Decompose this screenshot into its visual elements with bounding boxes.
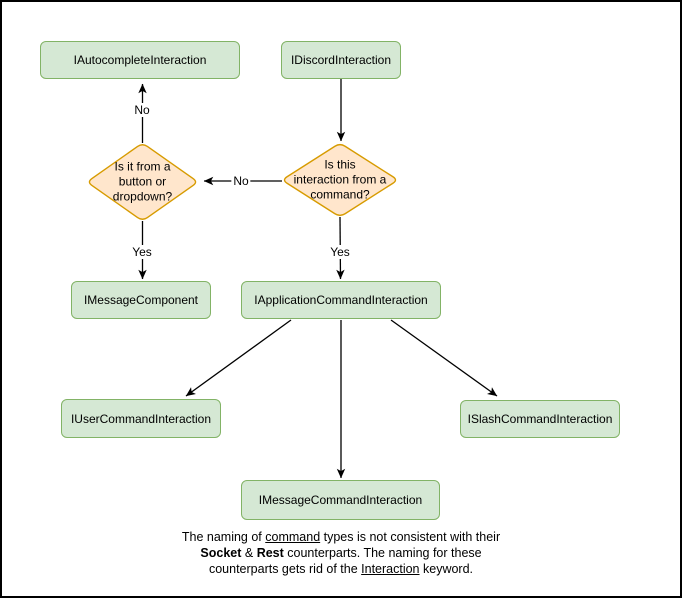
node-imessagecomponent: IMessageComponent: [71, 281, 211, 319]
decision-line: interaction from a: [293, 172, 387, 187]
node-imessagecommandinteraction: IMessageCommandInteraction: [241, 480, 440, 520]
decision-button-or-dropdown-label: [113, 160, 172, 205]
decision-line: button or: [118, 174, 167, 189]
decision-from-command-label: [294, 158, 387, 203]
decision-line: dropdown?: [112, 189, 173, 204]
node-idiscordinteraction: IDiscordInteraction: [281, 41, 401, 79]
note-line-2: Socket & Rest counterparts. The naming for these: [200, 546, 482, 560]
note-underline-command: command: [265, 530, 321, 544]
edge-label-yes-left: Yes: [132, 245, 152, 259]
note-bold-rest: Rest: [256, 546, 284, 560]
edge-application-to-slash-command: [391, 320, 497, 396]
edge-label-no-left: No: [233, 174, 249, 188]
decision-line: Is it from a: [114, 159, 171, 174]
edge-label-yes-right: Yes: [330, 245, 350, 259]
edge-application-to-user-command: [186, 320, 291, 396]
naming-note: [0, 529, 682, 577]
node-iautocompleteinteraction: IAutocompleteInteraction: [40, 41, 240, 79]
note-line-1: The naming of command types is not consistent with their: [181, 530, 501, 544]
note-underline-interaction: Interaction: [361, 562, 420, 576]
decision-line: Is this: [324, 157, 356, 172]
note-bold-socket: Socket: [200, 546, 242, 560]
node-iapplicationcommandinteraction: IApplicationCommandInteraction: [241, 281, 441, 319]
note-line-3: counterparts gets rid of the Interaction keyword.: [208, 562, 474, 576]
node-iusercommandinteraction: IUserCommandInteraction: [61, 399, 221, 438]
edge-label-no-up: No: [134, 103, 150, 117]
node-islashcommandinteraction: ISlashCommandInteraction: [460, 400, 620, 438]
decision-line: command?: [310, 187, 370, 202]
